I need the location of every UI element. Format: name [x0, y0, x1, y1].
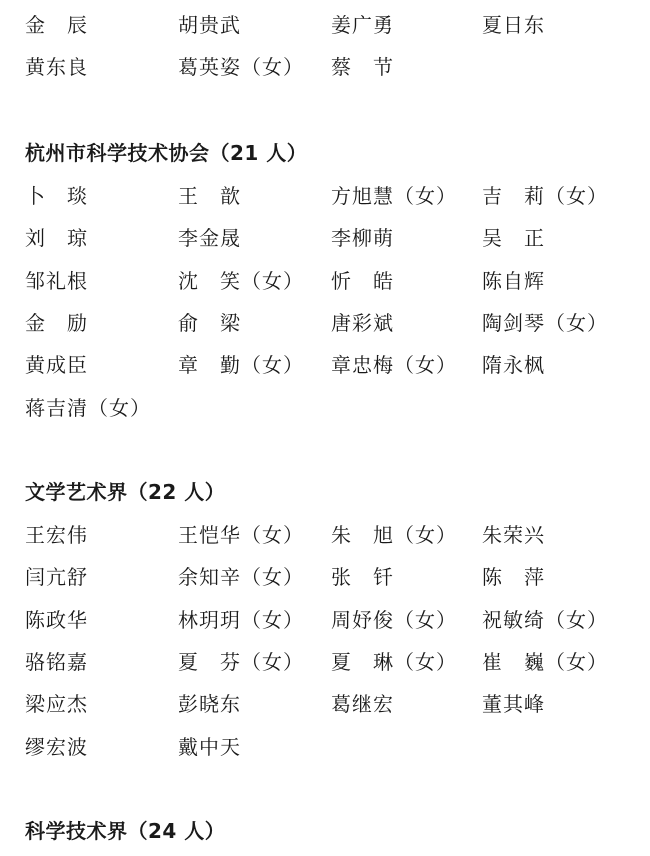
name-row [0, 181, 650, 211]
member-name: 蒋吉清（女） [25, 395, 151, 420]
member-name: 董其峰 [482, 692, 545, 717]
member-name: 朱 旭（女） [331, 523, 457, 547]
member-name: 隋永枫 [482, 353, 545, 378]
name-row [0, 689, 650, 719]
member-name: 姜广勇 [331, 13, 394, 37]
member-name: 崔 巍（女） [482, 649, 608, 674]
member-name: 蔡 节 [331, 55, 394, 80]
member-name: 刘 琼 [25, 226, 88, 251]
member-name: 夏日东 [482, 13, 545, 37]
name-row [0, 393, 650, 423]
member-name: 李金晟 [178, 226, 241, 251]
section-heading: 文学艺术界（22 人） [25, 480, 226, 504]
member-name: 林玥玥（女） [178, 607, 304, 632]
member-name: 忻 皓 [331, 268, 394, 293]
name-row [0, 562, 650, 592]
name-row [0, 308, 650, 338]
member-name: 梁应杰 [25, 692, 88, 717]
member-name: 陈 萍 [482, 565, 545, 590]
member-name: 王 歆 [178, 184, 241, 208]
member-name: 黄成臣 [25, 353, 88, 378]
member-name: 余知辛（女） [178, 565, 304, 590]
name-row [0, 266, 650, 296]
member-name: 王宏伟 [25, 523, 88, 547]
name-row [0, 520, 650, 550]
member-name: 陈政华 [25, 607, 88, 632]
member-name: 俞 梁 [178, 310, 241, 335]
member-name: 戴中天 [178, 734, 241, 759]
member-name: 陈自辉 [482, 268, 545, 293]
member-name: 闫亢舒 [25, 565, 88, 590]
member-name: 陶剑琴（女） [482, 310, 608, 335]
member-name: 吉 莉（女） [482, 184, 608, 208]
member-name: 胡贵武 [178, 13, 241, 37]
name-row [0, 223, 650, 253]
member-name: 夏 芬（女） [178, 649, 304, 674]
member-name: 祝敏绮（女） [482, 607, 608, 632]
member-name: 骆铭嘉 [25, 649, 88, 674]
name-row [0, 52, 650, 82]
member-name: 方旭慧（女） [331, 184, 457, 208]
member-name: 葛英姿（女） [178, 55, 304, 80]
name-row [0, 605, 650, 635]
name-row [0, 732, 650, 762]
member-name: 吴 正 [482, 226, 545, 251]
member-name: 邹礼根 [25, 268, 88, 293]
member-name: 朱荣兴 [482, 523, 545, 547]
member-name: 葛继宏 [331, 692, 394, 717]
member-name: 章忠梅（女） [331, 353, 457, 378]
member-name: 缪宏波 [25, 734, 88, 759]
section-heading: 科学技术界（24 人） [25, 819, 226, 843]
member-name: 金 辰 [25, 13, 88, 37]
name-row [0, 350, 650, 380]
name-row [0, 647, 650, 677]
member-name: 沈 笑（女） [178, 268, 304, 293]
member-name: 李柳萌 [331, 226, 394, 251]
member-name: 周妤俊（女） [331, 607, 457, 632]
member-name: 王恺华（女） [178, 523, 304, 547]
member-name: 金 励 [25, 310, 88, 335]
name-row [0, 10, 650, 40]
member-name: 卜 琰 [25, 184, 88, 208]
member-name: 夏 琳（女） [331, 649, 457, 674]
member-name: 黄东良 [25, 55, 88, 80]
member-name: 唐彩斌 [331, 310, 394, 335]
member-name: 张 钎 [331, 565, 394, 590]
section-heading: 杭州市科学技术协会（21 人） [25, 141, 308, 165]
member-name: 彭晓东 [178, 692, 241, 717]
member-name: 章 勤（女） [178, 353, 304, 378]
